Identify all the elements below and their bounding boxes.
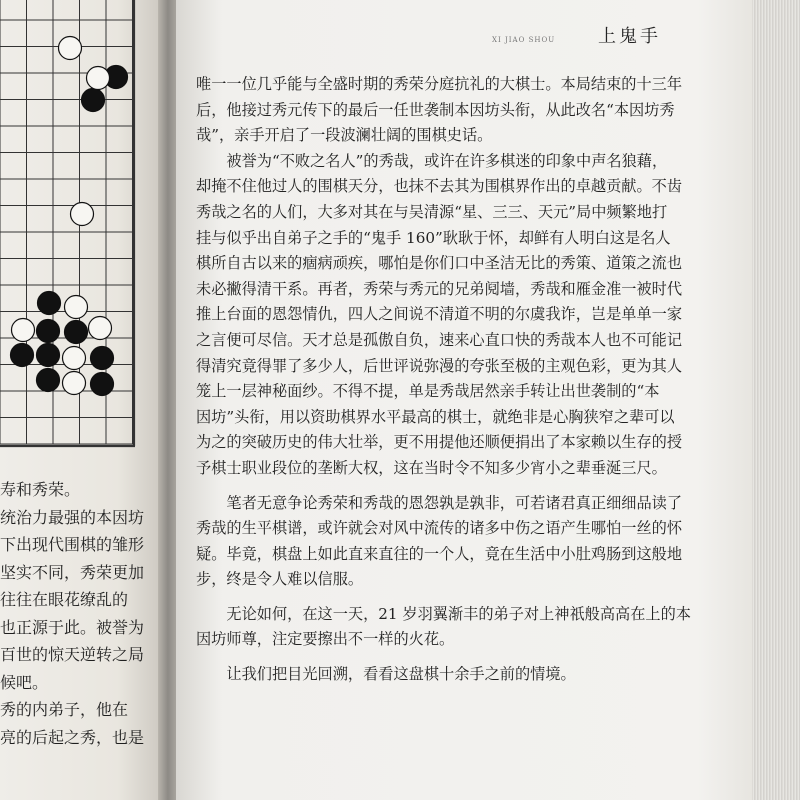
text-line: 为之的突破历史的伟大壮举，更不用提他还顺便捐出了本家赖以生存的授: [196, 433, 682, 452]
left-text-line: 秀的内弟子，他在: [0, 700, 129, 719]
text-line: 唯一一位几乎能与全盛时期的秀荣分庭抗礼的大棋士。本局结束的十三年: [196, 75, 682, 93]
black-stone: [82, 89, 105, 112]
left-text-line: 统治力最强的本因坊: [0, 507, 145, 527]
left-text-line: 亮的后起之秀，也是: [0, 727, 145, 747]
left-text-line: 坚实不同，秀荣更加: [0, 562, 145, 582]
text-line: 因坊师尊，注定要擦出不一样的火花。: [196, 630, 455, 649]
black-stone: [91, 347, 114, 370]
text-line: 之言便可尽信。天才总是孤傲自负，速来心直口快的秀哉本人也不可能记: [196, 330, 682, 349]
text-line: 疑。毕竟，棋盘上如此直来直往的一个人，竟在生活中小肚鸡肠到这般地: [196, 544, 682, 563]
text-line: 后，他接过秀元传下的最后一任世袭制本因坊头衔，从此改名“本因坊秀: [196, 100, 675, 119]
black-stone: [65, 321, 88, 344]
text-line: 无论如何，在这一天，21 岁羽翼渐丰的弟子对上神祇般高高在上的本: [196, 604, 691, 623]
left-text-line: 候吧。: [0, 672, 49, 692]
white-stone: [71, 203, 94, 226]
text-line: 得清究竟得罪了多少人，后世评说弥漫的夸张至极的主观色彩，更为其人: [196, 356, 682, 375]
text-line: 笼上一层神秘面纱。不得不提，单是秀哉居然亲手转让出世袭制的“本: [196, 382, 660, 401]
white-stone: [63, 347, 86, 370]
text-line: 因坊”头衔，用以资助棋界水平最高的棋士，就绝非是心胸狭窄之辈可以: [196, 407, 675, 426]
white-stone: [63, 372, 86, 395]
black-stone: [38, 292, 61, 315]
text-line: 秀哉之名的人们，大多对其在与吴清源“星、三三、天元”局中频繁地打: [196, 202, 668, 221]
black-stone: [37, 320, 60, 343]
text-line: 棋所自古以来的痼病顽疾，哪怕是你们口中圣洁无比的秀策、道策之流也: [196, 254, 682, 273]
text-line: 笔者无意争论秀荣和秀哉的恩怨孰是孰非，可若诸君真正细细品读了: [196, 493, 682, 512]
text-line: 推上台面的恩怨情仇，四人之间说不清道不明的尔虞我诈，岂是单单一家: [196, 305, 682, 324]
text-line: 秀哉的生平棋谱，或许就会对风中流传的诸多中伤之语产生哪怕一丝的怀: [196, 519, 682, 538]
text-line: 步，终是令人难以信服。: [196, 570, 364, 589]
white-stone: [59, 37, 82, 60]
text-line: 被誉为“不败之名人”的秀哉，或许在许多棋迷的印象中声名狼藉，: [196, 151, 668, 170]
left-text-line: 百世的惊天逆转之局: [0, 645, 145, 664]
black-stone: [91, 373, 114, 396]
main-body-text: [196, 72, 716, 688]
left-page-text: [0, 476, 168, 751]
text-line: 挂与似乎出自弟子之手的“鬼手 160”耿耿于怀，却鲜有人明白这是名人: [196, 228, 671, 247]
text-line: 予棋士职业段位的垄断大权，这在当时令不知多少宵小之辈垂涎三尺。: [196, 458, 667, 477]
left-text-line: 下出现代围棋的雏形: [0, 535, 145, 554]
black-stone: [37, 344, 60, 367]
go-board-diagram: [0, 0, 140, 448]
white-stone: [12, 319, 35, 342]
running-header-small: XI JIAO SHOU: [492, 36, 556, 44]
page-edges: [752, 0, 800, 800]
text-line: 哉”，亲手开启了一段波澜壮阔的围棋史话。: [196, 126, 493, 145]
white-stone: [87, 67, 110, 90]
white-stone: [65, 296, 88, 319]
left-page: [0, 0, 168, 800]
white-stone: [89, 317, 112, 340]
text-line: 未必撇得清干系。再者，秀荣与秀元的兄弟阋墙，秀哉和雁金准一被时代: [196, 279, 682, 298]
black-stone: [37, 369, 60, 392]
text-line: 却掩不住他过人的围棋天分，也抹不去其为围棋界作出的卓越贡献。不齿: [196, 177, 682, 196]
running-header-title: 上鬼手: [598, 26, 661, 47]
text-line: 让我们把目光回溯，看看这盘棋十余手之前的情境。: [196, 665, 576, 684]
left-text-line: 往往在眼花缭乱的: [0, 590, 129, 609]
left-text-line: 也正源于此。被誉为: [0, 617, 145, 637]
black-stone: [11, 344, 34, 367]
left-text-line: 寿和秀荣。: [0, 480, 81, 499]
